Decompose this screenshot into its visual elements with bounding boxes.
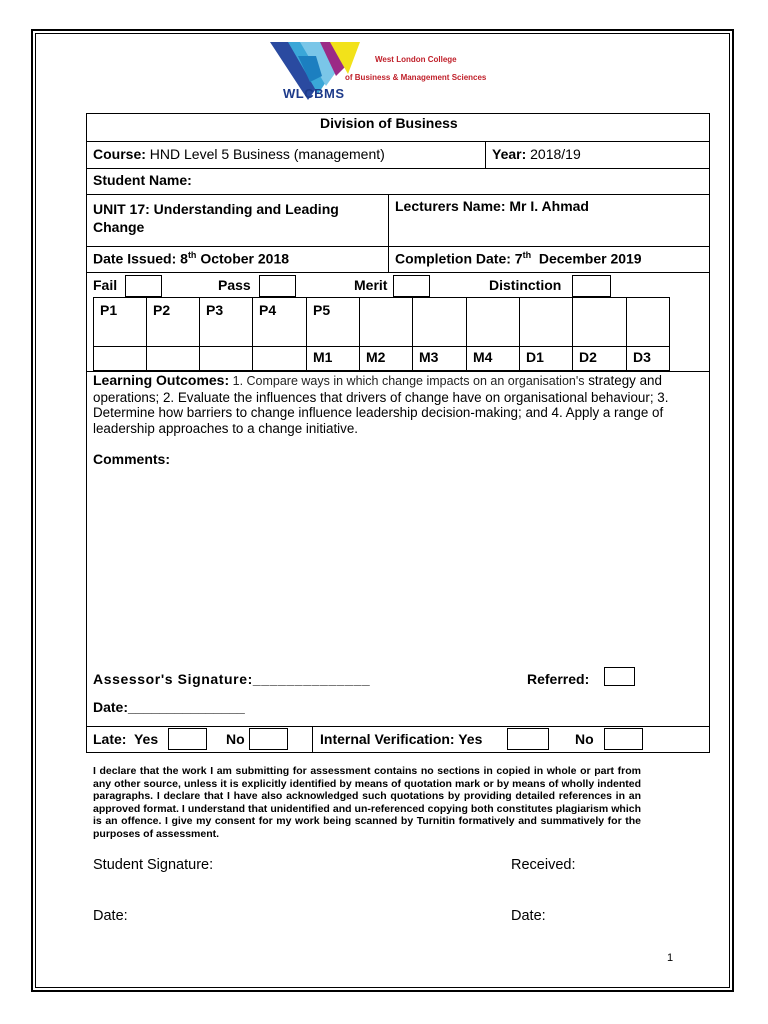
late-no-checkbox[interactable] xyxy=(249,728,288,750)
criteria-d2: D2 xyxy=(579,349,597,365)
year-label: Year: xyxy=(492,146,527,162)
lecturer-text xyxy=(395,198,589,214)
date-issued-rest: October 2018 xyxy=(196,250,290,267)
unit-line-1: UNIT 17: Understanding and Leading xyxy=(93,201,339,217)
distinction-label: Distinction xyxy=(489,277,562,293)
course-text xyxy=(93,146,385,162)
criteria-bottom-cell xyxy=(93,346,147,371)
criteria-top-cell xyxy=(572,297,627,347)
criteria-top-cell xyxy=(466,297,520,347)
completion-sup: th xyxy=(522,250,532,260)
date-left-label: Date: xyxy=(93,908,128,924)
iv-no-label: No xyxy=(575,731,594,747)
fail-label: Fail xyxy=(93,277,118,293)
division-title: Division of Business xyxy=(320,115,458,131)
criteria-p4: P4 xyxy=(259,302,277,318)
date-issued-label: Date Issued: 8 xyxy=(93,250,188,267)
criteria-p1: P1 xyxy=(100,302,118,318)
referred-label: Referred: xyxy=(527,671,590,687)
merit-checkbox[interactable] xyxy=(393,275,430,297)
course-label: Course: xyxy=(93,146,146,162)
distinction-checkbox[interactable] xyxy=(572,275,611,297)
criteria-bottom-cell xyxy=(146,346,200,371)
pass-checkbox[interactable] xyxy=(259,275,296,297)
comments-label: Comments: xyxy=(93,451,171,467)
learning-outcomes-rest: strategy and operations; 2. Evaluate the influences that drivers of change have on organisational behaviour; 3. Determine how barriers to change influence leadership decision-making; and 4. Apply a range of leadership approaches to a change initiative. xyxy=(93,373,669,436)
criteria-top-cell xyxy=(359,297,413,347)
criteria-top-cell xyxy=(519,297,573,347)
criteria-p5: P5 xyxy=(313,302,331,318)
lecturer-value: Mr I. Ahmad xyxy=(509,198,589,214)
pass-label: Pass xyxy=(218,277,251,293)
criteria-p2: P2 xyxy=(153,302,171,318)
criteria-m3: M3 xyxy=(419,349,439,365)
learning-outcomes-label: Learning Outcomes: xyxy=(93,372,230,388)
fail-checkbox[interactable] xyxy=(125,275,162,297)
referred-checkbox[interactable] xyxy=(604,667,635,686)
iv-label: Internal Verification: Yes xyxy=(320,731,483,747)
received-label: Received: xyxy=(511,857,576,873)
lecturer-label: Lecturers Name: xyxy=(395,198,506,214)
learning-outcomes xyxy=(93,373,705,436)
date-right-label: Date: xyxy=(511,908,546,924)
iv-no-checkbox[interactable] xyxy=(604,728,643,750)
assessor-signature: Assessor's Signature:______________ xyxy=(93,671,371,687)
student-name-label: Student Name: xyxy=(93,172,192,188)
criteria-p3: P3 xyxy=(206,302,224,318)
page-number: 1 xyxy=(667,952,674,964)
completion-rest: December 2019 xyxy=(531,250,642,267)
date-issued-sup: th xyxy=(187,250,197,260)
criteria-top-cell xyxy=(626,297,670,347)
declaration-text: I declare that the work I am submitting for assessment contains no sections in copied in whole or part from any other source, unless it is explicitly identified by means of quotation mark or by means of wholly indented paragraphs. I declare that I have also acknowledged such quotations by providing detailed references in an approved format. I understand that unidentified and un-referenced copying both constitutes plagiarism which is an offence. I give my consent for my work being scanned by Turnitin formatively and summatively for the purposes of assessment. xyxy=(93,765,641,840)
iv-yes-checkbox[interactable] xyxy=(507,728,549,750)
year-text xyxy=(492,146,581,162)
date-line: Date:_______________ xyxy=(93,699,245,715)
completion-label: Completion Date: 7 xyxy=(395,250,523,267)
criteria-d1: D1 xyxy=(526,349,544,365)
logo-abbreviation: WLCBMS xyxy=(283,86,345,101)
student-signature-label: Student Signature: xyxy=(93,857,214,873)
criteria-top-cell xyxy=(412,297,467,347)
course-value: HND Level 5 Business (management) xyxy=(149,146,385,162)
logo-line-1: West London College xyxy=(375,55,457,64)
criteria-m1: M1 xyxy=(313,349,333,365)
unit-line-2: Change xyxy=(93,219,145,235)
criteria-bottom-cell xyxy=(199,346,253,371)
completion-date xyxy=(395,250,642,267)
criteria-d3: D3 xyxy=(633,349,651,365)
late-no-label: No xyxy=(226,731,245,747)
year-value: 2018/19 xyxy=(530,146,581,162)
merit-label: Merit xyxy=(354,277,388,293)
criteria-m4: M4 xyxy=(473,349,493,365)
criteria-m2: M2 xyxy=(366,349,386,365)
date-issued xyxy=(93,250,289,267)
criteria-bottom-cell xyxy=(252,346,307,371)
late-yes-checkbox[interactable] xyxy=(168,728,207,750)
learning-outcomes-first: 1. Compare ways in which change impacts on an organisation's xyxy=(229,374,585,388)
logo-line-2: of Business & Management Sciences xyxy=(345,73,487,82)
late-label: Late: Yes xyxy=(93,731,159,747)
